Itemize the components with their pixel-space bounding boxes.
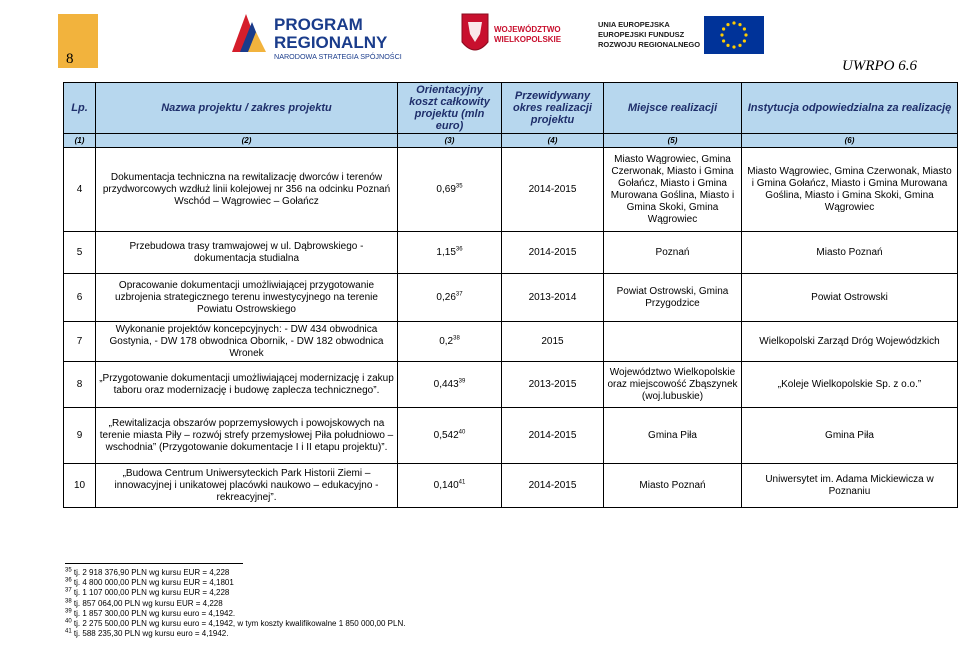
footnote-number: 37: [65, 587, 72, 594]
page-number-bar: [58, 14, 98, 50]
woj-line1: WOJEWÓDZTWO: [494, 25, 561, 34]
eu-star-icon: [726, 23, 729, 26]
footnote-number: 38: [65, 597, 72, 604]
row-period: 2014-2015: [502, 408, 604, 464]
footnote-ref: 36: [455, 246, 463, 253]
footnote-ref: 38: [453, 335, 460, 342]
eu-star-icon: [722, 39, 725, 42]
header-period: Przewidywany okres realizacji projektu: [502, 83, 604, 134]
row-institution: Uniwersytet im. Adama Mickiewicza w Poznaniu: [742, 464, 958, 508]
eu-logo: [596, 14, 766, 56]
table-row: [64, 464, 958, 508]
eu-star-icon: [743, 39, 746, 42]
row-lp: 8: [64, 362, 96, 408]
eu-star-icon: [720, 33, 723, 36]
row-name: „Przygotowanie dokumentacji umożliwiającej modernizację i zakup taboru oraz modernizację i budowę zaplecza technicznego”.: [96, 362, 398, 408]
row-name: Wykonanie projektów koncepcyjnych: - DW 434 obwodnica Gostynia, - DW 178 obwodnica Obornik, - DW 182 obwodnica Wronek: [96, 322, 398, 362]
row-lp: 10: [64, 464, 96, 508]
header-institution: Instytucja odpowiedzialna za realizację: [742, 83, 958, 134]
row-institution: Gmina Piła: [742, 408, 958, 464]
page-number: 8: [58, 50, 98, 68]
eu-star-icon: [726, 44, 729, 47]
table-row: [64, 322, 958, 362]
table-row: [64, 148, 958, 232]
row-lp: 6: [64, 274, 96, 322]
cost-value: 0,26: [436, 291, 456, 303]
footnote-number: 41: [65, 628, 72, 635]
footnote-text: tj. 1 857 300,00 PLN wg kursu euro = 4,1942.: [73, 608, 236, 618]
footnote-item: [65, 568, 405, 578]
footnote-item: [65, 599, 405, 609]
header-lp: Lp.: [64, 83, 96, 134]
row-institution: Wielkopolski Zarząd Dróg Wojewódzkich: [742, 322, 958, 362]
row-period: 2014-2015: [502, 232, 604, 274]
column-number-row: [64, 134, 958, 148]
row-period: 2013-2015: [502, 362, 604, 408]
footnote-number: 36: [65, 577, 72, 584]
footnote-text: tj. 2 918 376,90 PLN wg kursu EUR = 4,228: [73, 568, 230, 577]
ue-line3: ROZWOJU REGIONALNEGO: [598, 40, 701, 49]
row-institution: Powiat Ostrowski: [742, 274, 958, 322]
eu-star-icon: [743, 27, 746, 30]
logo-regionalny-text: REGIONALNY: [274, 33, 388, 52]
logo-strategia-text: NARODOWA STRATEGIA SPÓJNOŚCI: [274, 52, 402, 61]
footnote-item: [65, 578, 405, 588]
row-cost: [398, 232, 502, 274]
table-header-row: [64, 83, 958, 134]
wojewodztwo-logo: [458, 12, 568, 60]
footnote-item: [65, 619, 405, 629]
row-name: Dokumentacja techniczna na rewitalizację dworców i terenów przydworcowych wzdłuż linii kolejowej nr 356 na odcinku Poznań Wschód – Wągrowiec – Gołańcz: [96, 148, 398, 232]
row-name: „Rewitalizacja obszarów poprzemysłowych i powojskowych na terenie miasta Piły – rozwój strefy przemysłowej Piła południowo – wschodnia” (Przygotowanie dokumentacje I i II etapu projektu)”.: [96, 408, 398, 464]
footnote-item: [65, 588, 405, 598]
footnote-text: tj. 588 235,30 PLN wg kursu euro = 4,1942.: [73, 629, 229, 639]
row-institution: „Koleje Wielkopolskie Sp. z o.o.”: [742, 362, 958, 408]
footnote-number: 35: [65, 567, 72, 574]
eu-star-icon: [722, 27, 725, 30]
logo-program-text: PROGRAM: [274, 15, 363, 34]
footnote-number: 39: [65, 608, 72, 615]
table-row: [64, 362, 958, 408]
row-period: 2013-2014: [502, 274, 604, 322]
row-period: 2015: [502, 322, 604, 362]
footnote-item: [65, 609, 405, 619]
row-place: Miasto Poznań: [604, 464, 742, 508]
cost-value: 0,2: [439, 335, 454, 347]
eu-star-icon: [732, 21, 735, 24]
ue-line2: EUROPEJSKI FUNDUSZ: [598, 30, 685, 39]
eu-star-icon: [732, 45, 735, 48]
cost-value: 1,15: [436, 246, 456, 258]
row-cost: [398, 464, 502, 508]
row-institution: Miasto Poznań: [742, 232, 958, 274]
row-name: Przebudowa trasy tramwajowej w ul. Dąbrowskiego - dokumentacja studialna: [96, 232, 398, 274]
cost-value: 0,69: [436, 183, 456, 195]
footnote-text: tj. 2 275 500,00 PLN wg kursu euro = 4,1942, w tym koszty kwalifikowalne 1 850 000,00 PLN.: [73, 619, 406, 629]
cost-value: 0,542: [433, 429, 459, 441]
row-period: 2014-2015: [502, 464, 604, 508]
column-number: (1): [64, 134, 96, 148]
row-lp: 7: [64, 322, 96, 362]
cost-value: 0,140: [433, 479, 459, 491]
footnote-ref: 40: [458, 429, 466, 436]
row-name: „Budowa Centrum Uniwersyteckich Park Historii Ziemi – innowacyjnej i unikatowej placówki naukowo – edukacyjno - rekreacyjnej”.: [96, 464, 398, 508]
cost-value: 0,443: [433, 378, 459, 390]
row-cost: [398, 148, 502, 232]
table-row: [64, 232, 958, 274]
column-number: (5): [604, 134, 742, 148]
column-number: (3): [398, 134, 502, 148]
projects-table: [63, 82, 958, 508]
footnote-item: [65, 629, 405, 639]
footnote-ref: 41: [458, 479, 466, 486]
row-cost: [398, 408, 502, 464]
row-place: [604, 322, 742, 362]
header-cost: Orientacyjny koszt całkowity projektu (mln euro): [398, 83, 502, 134]
column-number: (2): [96, 134, 398, 148]
row-cost: [398, 274, 502, 322]
row-name: Opracowanie dokumentacji umożliwiającej przygotowanie uzbrojenia strategicznego terenu inwestycyjnego na terenie Powiatu Ostrowskiego: [96, 274, 398, 322]
document-caption: UWRPO 6.6: [842, 58, 917, 74]
row-place: Powiat Ostrowski, Gmina Przygodzice: [604, 274, 742, 322]
header-name: Nazwa projektu / zakres projektu: [96, 83, 398, 134]
footnote-ref: 35: [455, 183, 463, 190]
row-institution: Miasto Wągrowiec, Gmina Czerwonak, Miasto i Gmina Gołańcz, Miasto i Gmina Murowana Goślina, Miasto i Gmina Skoki, Gmina Wągrowiec: [742, 148, 958, 232]
eu-star-icon: [738, 23, 741, 26]
row-lp: 5: [64, 232, 96, 274]
footnote-ref: 37: [455, 291, 463, 298]
program-regionalny-logo: [226, 8, 426, 64]
footnotes: [65, 568, 405, 639]
row-cost: [398, 362, 502, 408]
column-number: (6): [742, 134, 958, 148]
column-number: (4): [502, 134, 604, 148]
row-place: Gmina Piła: [604, 408, 742, 464]
row-period: 2014-2015: [502, 148, 604, 232]
row-place: Miasto Wągrowiec, Gmina Czerwonak, Miasto i Gmina Gołańcz, Miasto i Gmina Murowana Goślina, Miasto i Gmina Skoki, Gmina Wągrowiec: [604, 148, 742, 232]
ue-line1: UNIA EUROPEJSKA: [598, 20, 670, 29]
eu-star-icon: [744, 33, 747, 36]
row-place: Województwo Wielkopolskie oraz miejscowość Zbąszynek (woj.lubuskie): [604, 362, 742, 408]
eu-star-icon: [738, 44, 741, 47]
woj-line2: WIELKOPOLSKIE: [494, 35, 562, 44]
row-lp: 4: [64, 148, 96, 232]
table-row: [64, 408, 958, 464]
footnote-text: tj. 1 107 000,00 PLN wg kursu EUR = 4,228: [73, 588, 230, 598]
row-cost: [398, 322, 502, 362]
row-place: Poznań: [604, 232, 742, 274]
table-row: [64, 274, 958, 322]
footnote-separator: [65, 563, 243, 564]
header-place: Miejsce realizacji: [604, 83, 742, 134]
footnote-text: tj. 857 064,00 PLN wg kursu EUR = 4,228: [73, 598, 223, 608]
footnote-text: tj. 4 800 000,00 PLN wg kursu EUR = 4,1801: [73, 578, 234, 588]
footnote-ref: 39: [458, 378, 466, 385]
footnote-number: 40: [65, 618, 72, 625]
row-lp: 9: [64, 408, 96, 464]
